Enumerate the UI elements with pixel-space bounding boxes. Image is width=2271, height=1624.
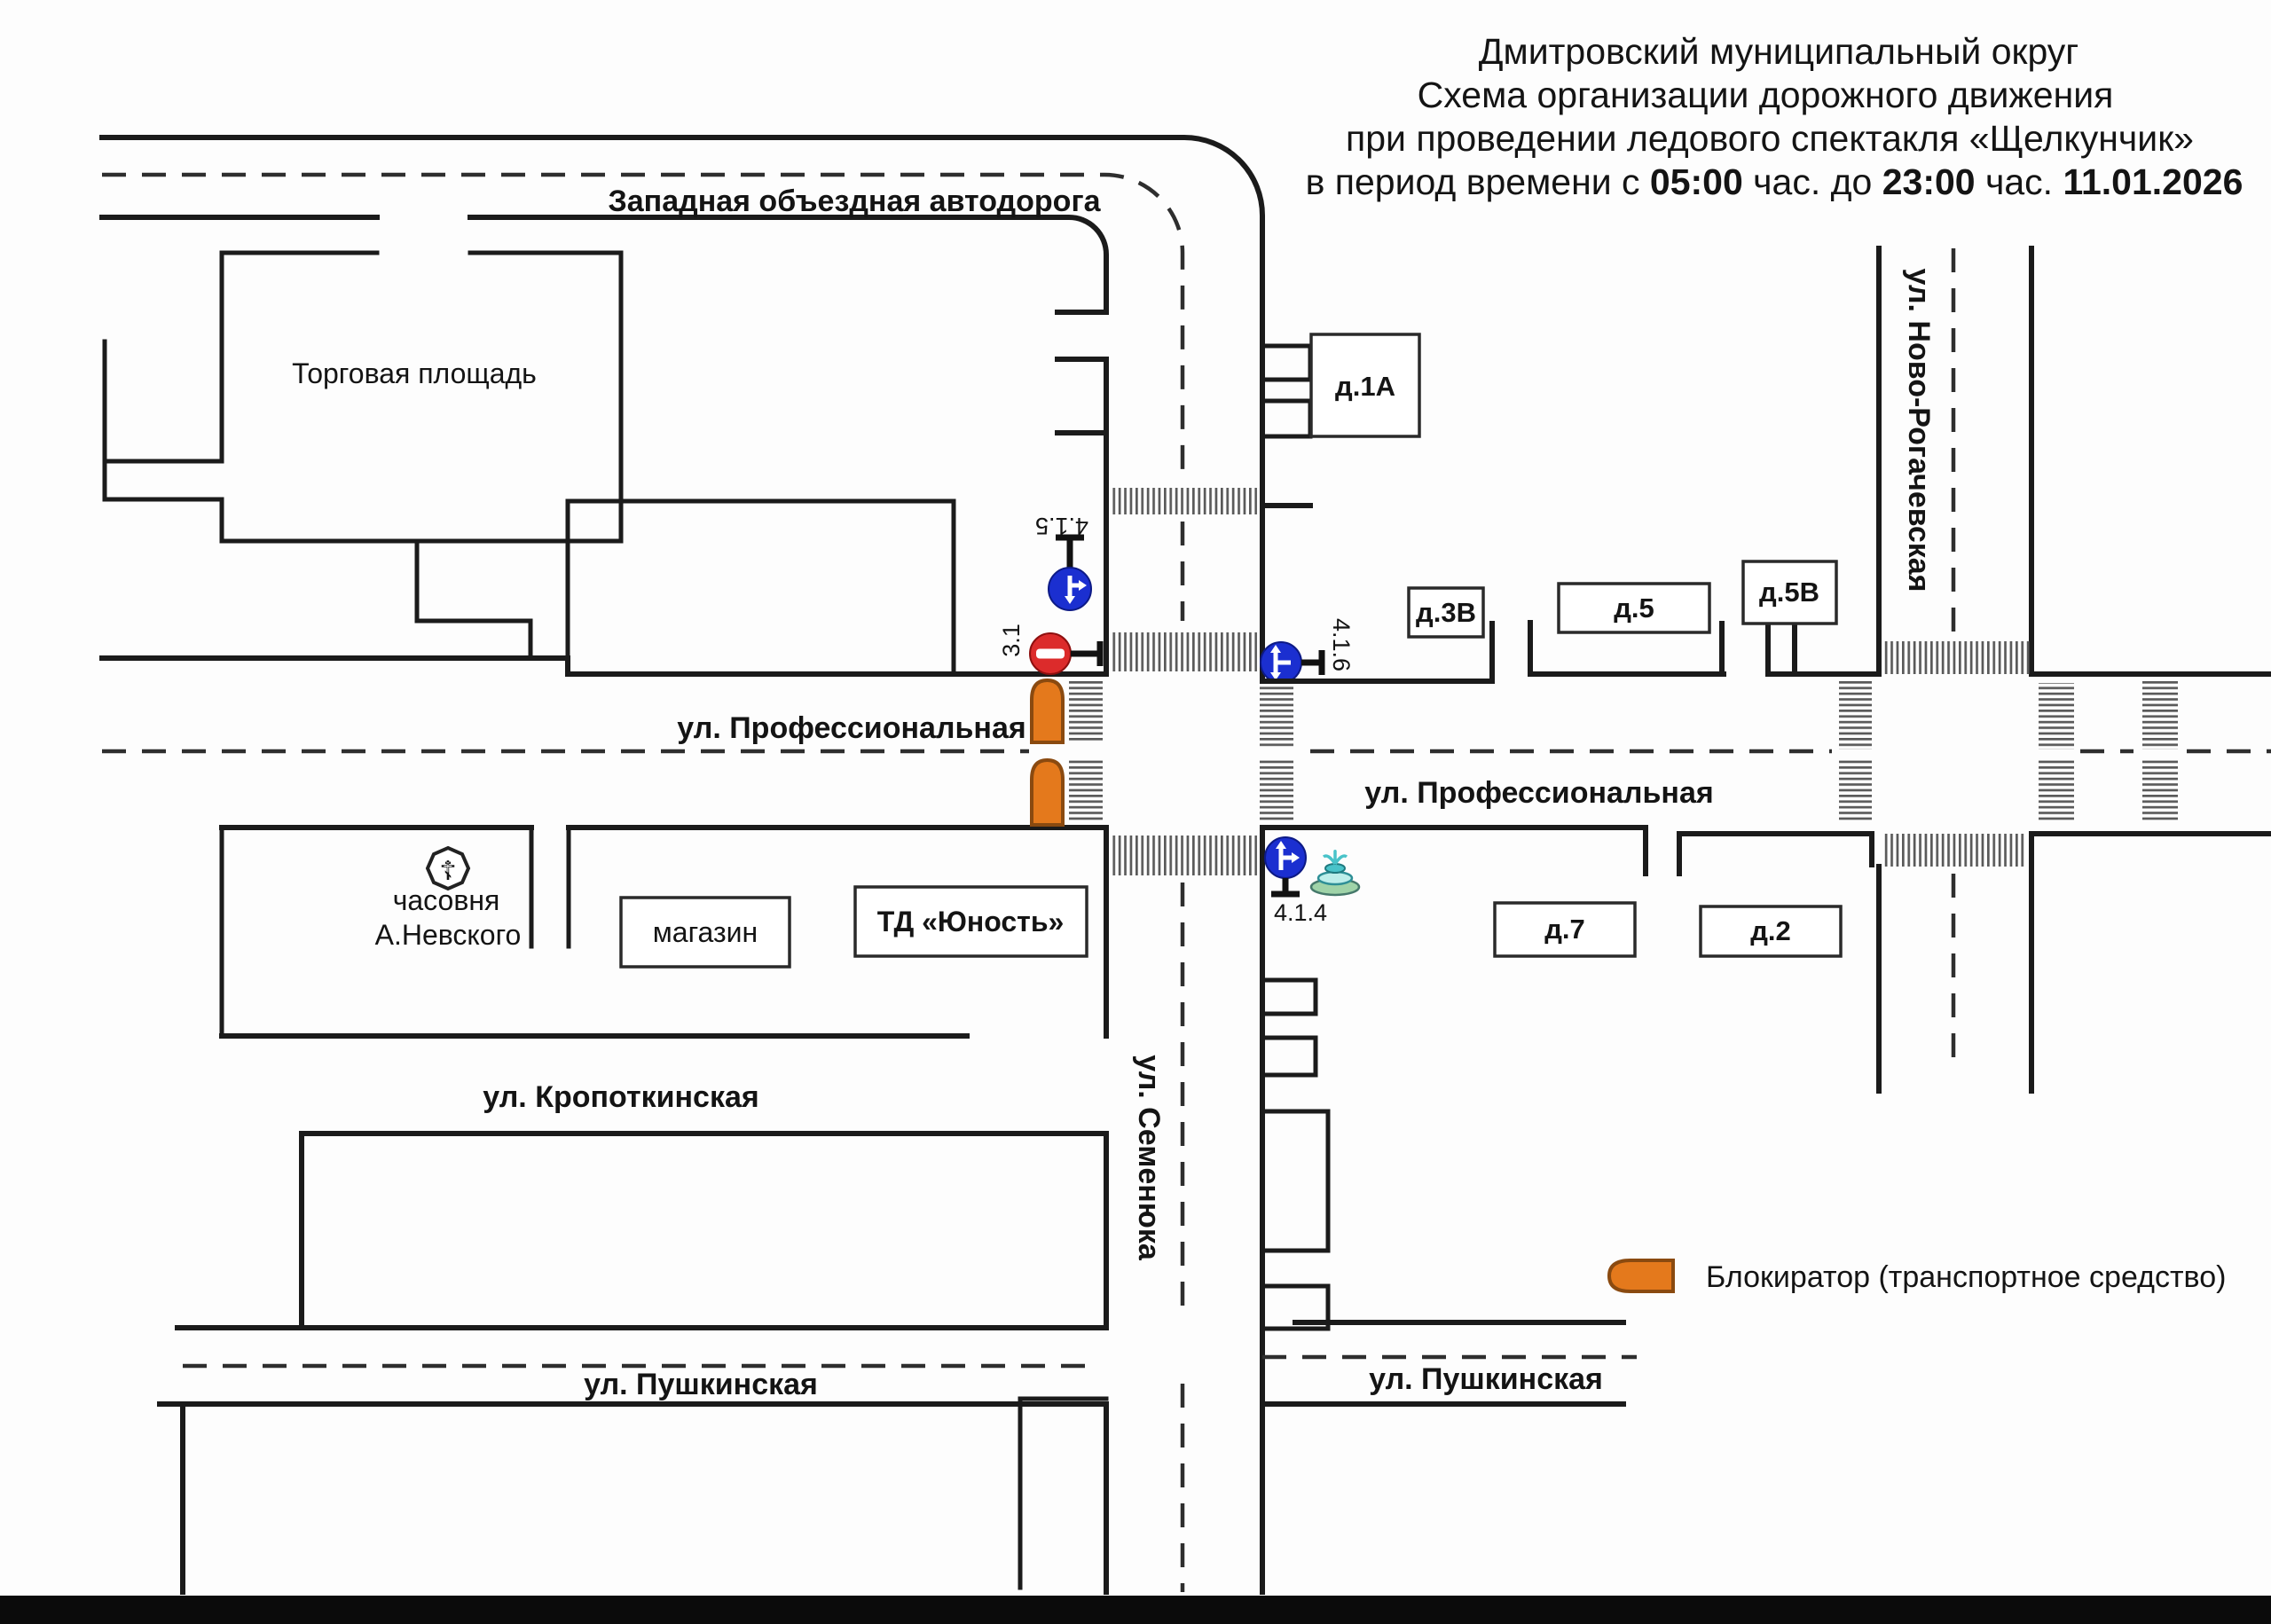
building-d5v-label: д.5В — [1759, 577, 1819, 608]
building-d1a-label: д.1А — [1335, 371, 1395, 402]
bypass-south-edge-east — [470, 217, 1106, 312]
pushkinskaya-south-block-corner — [1020, 1399, 1106, 1588]
crosswalk-right-west-lower — [1839, 760, 1872, 822]
street-label-professionalnaya-east: ул. Профессиональная — [1364, 776, 1714, 810]
blocker-vehicle-north — [1032, 680, 1063, 742]
crosswalk-south — [1112, 836, 1257, 875]
crosswalk-north — [1112, 632, 1257, 671]
sign-3-1-bar — [1036, 649, 1065, 659]
crosswalk-right-east-upper — [2039, 683, 2074, 749]
building-d7 — [1495, 903, 1635, 956]
place-label-chapel-1: часовня — [392, 884, 500, 916]
legend-blocker-icon — [1609, 1260, 1673, 1291]
building-d2 — [1701, 906, 1841, 956]
title-time-to: 23:00 — [1882, 161, 1976, 202]
pushkinskaya-street — [160, 1322, 1637, 1592]
sign-4-1-6 — [1261, 618, 1355, 683]
crosswalk-right-north — [1882, 641, 2031, 674]
place-label-shop: магазин — [652, 916, 758, 948]
crosswalk-right-east-lower — [2039, 760, 2074, 823]
semenyuka-east-block — [1262, 1111, 1328, 1329]
legend-blocker-label: Блокиратор (транспортное средство) — [1706, 1260, 2227, 1294]
prof-east-south-kerb — [1262, 828, 1872, 874]
crosswalk-west-lower — [1069, 760, 1103, 823]
pushkinskaya-left-south-kerb — [160, 1404, 1106, 1592]
bypass-center-dashed — [102, 175, 1183, 483]
sign-3-1-post — [1071, 641, 1100, 666]
semenyuka-east-bays-upper — [1262, 346, 1310, 436]
professionalnaya-west — [102, 658, 1106, 1036]
building-d1a — [1311, 334, 1419, 436]
place-label-td-yunost: ТД «Юность» — [876, 906, 1065, 938]
title-time-from: 05:00 — [1649, 161, 1743, 202]
building-d5 — [1559, 584, 1709, 632]
crosswalk-right-west-upper — [1839, 680, 1872, 749]
title-line-4 — [1306, 161, 2243, 202]
trade-square-west-stubs — [105, 341, 222, 499]
fountain-mid — [1318, 872, 1352, 884]
td-yunost-building — [855, 887, 1087, 956]
building-d3v-label: д.3В — [1416, 597, 1476, 628]
title-line-3: при проведении ледового спектакля «Щелкунчик» — [1346, 118, 2194, 159]
professionalnaya-east — [1262, 623, 2271, 874]
title-block — [1306, 31, 2243, 202]
sign-4-1-4-label: 4.1.4 — [1273, 899, 1328, 926]
building-d5v — [1743, 561, 1836, 624]
kropotkinskaya-south-block — [302, 1134, 1106, 1328]
semenyuka-west-edge-upper — [1057, 312, 1106, 672]
sign-4-1-5-label: 4.1.5 — [1034, 513, 1089, 539]
building-d5-label: д.5 — [1614, 592, 1654, 624]
sign-4-1-6-label: 4.1.6 — [1328, 617, 1355, 672]
kropotkinskaya-street — [222, 1036, 1106, 1328]
street-label-bypass: Западная объездная автодорога — [608, 184, 1101, 218]
sign-3-1-label: 3.1 — [998, 624, 1025, 657]
bottom-black-bar — [0, 1596, 2271, 1624]
trade-square-step-edge — [417, 541, 530, 658]
crosswalk-east-lower — [1260, 760, 1293, 823]
crosswalk-far-right-lower — [2142, 760, 2178, 823]
crosswalk-east-upper — [1260, 686, 1293, 748]
title-line-2: Схема организации дорожного движения — [1417, 75, 2114, 115]
sign-4-1-6-post — [1301, 650, 1322, 675]
sign-3-1 — [998, 624, 1100, 674]
bypass-road — [102, 137, 1262, 504]
title-period-suffix: час. — [1975, 161, 2063, 202]
blocker-vehicle-south — [1032, 760, 1063, 825]
chapel-cross-glyph: ☦ — [439, 857, 457, 886]
crosswalk-right-south — [1882, 834, 2025, 867]
fountain-top — [1325, 864, 1345, 873]
trade-square-block — [105, 253, 621, 658]
place-label-chapel-2: А.Невского — [374, 919, 522, 951]
novo-rog-edges-lower — [1879, 867, 2031, 1091]
semenyuka-east-bays-lower — [1262, 980, 1316, 1075]
street-label-pushkinskaya-left: ул. Пушкинская — [584, 1368, 818, 1401]
street-label-pushkinskaya-right: ул. Пушкинская — [1369, 1362, 1603, 1396]
crosswalk-west-upper — [1069, 680, 1103, 742]
street-label-professionalnaya-west: ул. Профессиональная — [677, 711, 1026, 745]
sign-4-1-5-post — [1056, 537, 1084, 569]
sign-4-1-5 — [1035, 513, 1091, 610]
chapel-block — [375, 848, 522, 951]
fountain-icon — [1311, 851, 1359, 895]
fountain-spray — [1324, 851, 1347, 864]
title-date: 11.01.2026 — [2063, 161, 2243, 202]
north-inner-block-outline — [568, 501, 954, 674]
title-line-1: Дмитровский муниципальный округ — [1478, 31, 2079, 72]
building-d7-label: д.7 — [1544, 914, 1585, 945]
crosswalk-semenyuka-upper — [1112, 488, 1257, 514]
place-label-trade-square: Торговая площадь — [292, 357, 537, 389]
street-label-semenyuka: ул. Семенюка — [1132, 1055, 1166, 1260]
vehicle-blockers — [1032, 680, 1063, 825]
crosswalk-far-right-upper — [2142, 680, 2178, 749]
north-inner-block — [568, 501, 954, 674]
trade-square-outline — [222, 253, 621, 541]
title-period-prefix: в период времени с — [1305, 161, 1650, 202]
building-d3v — [1409, 588, 1483, 637]
legend — [1609, 1260, 2226, 1294]
sign-4-1-4-post — [1271, 878, 1300, 894]
shop-building — [621, 898, 790, 967]
street-label-novo-rogachevskaya: ул. Ново-Рогачевская — [1902, 268, 1936, 592]
street-label-kropotkinskaya: ул. Кропоткинская — [483, 1080, 759, 1114]
building-d2-label: д.2 — [1750, 915, 1791, 946]
title-period-mid: час. до — [1742, 161, 1882, 202]
